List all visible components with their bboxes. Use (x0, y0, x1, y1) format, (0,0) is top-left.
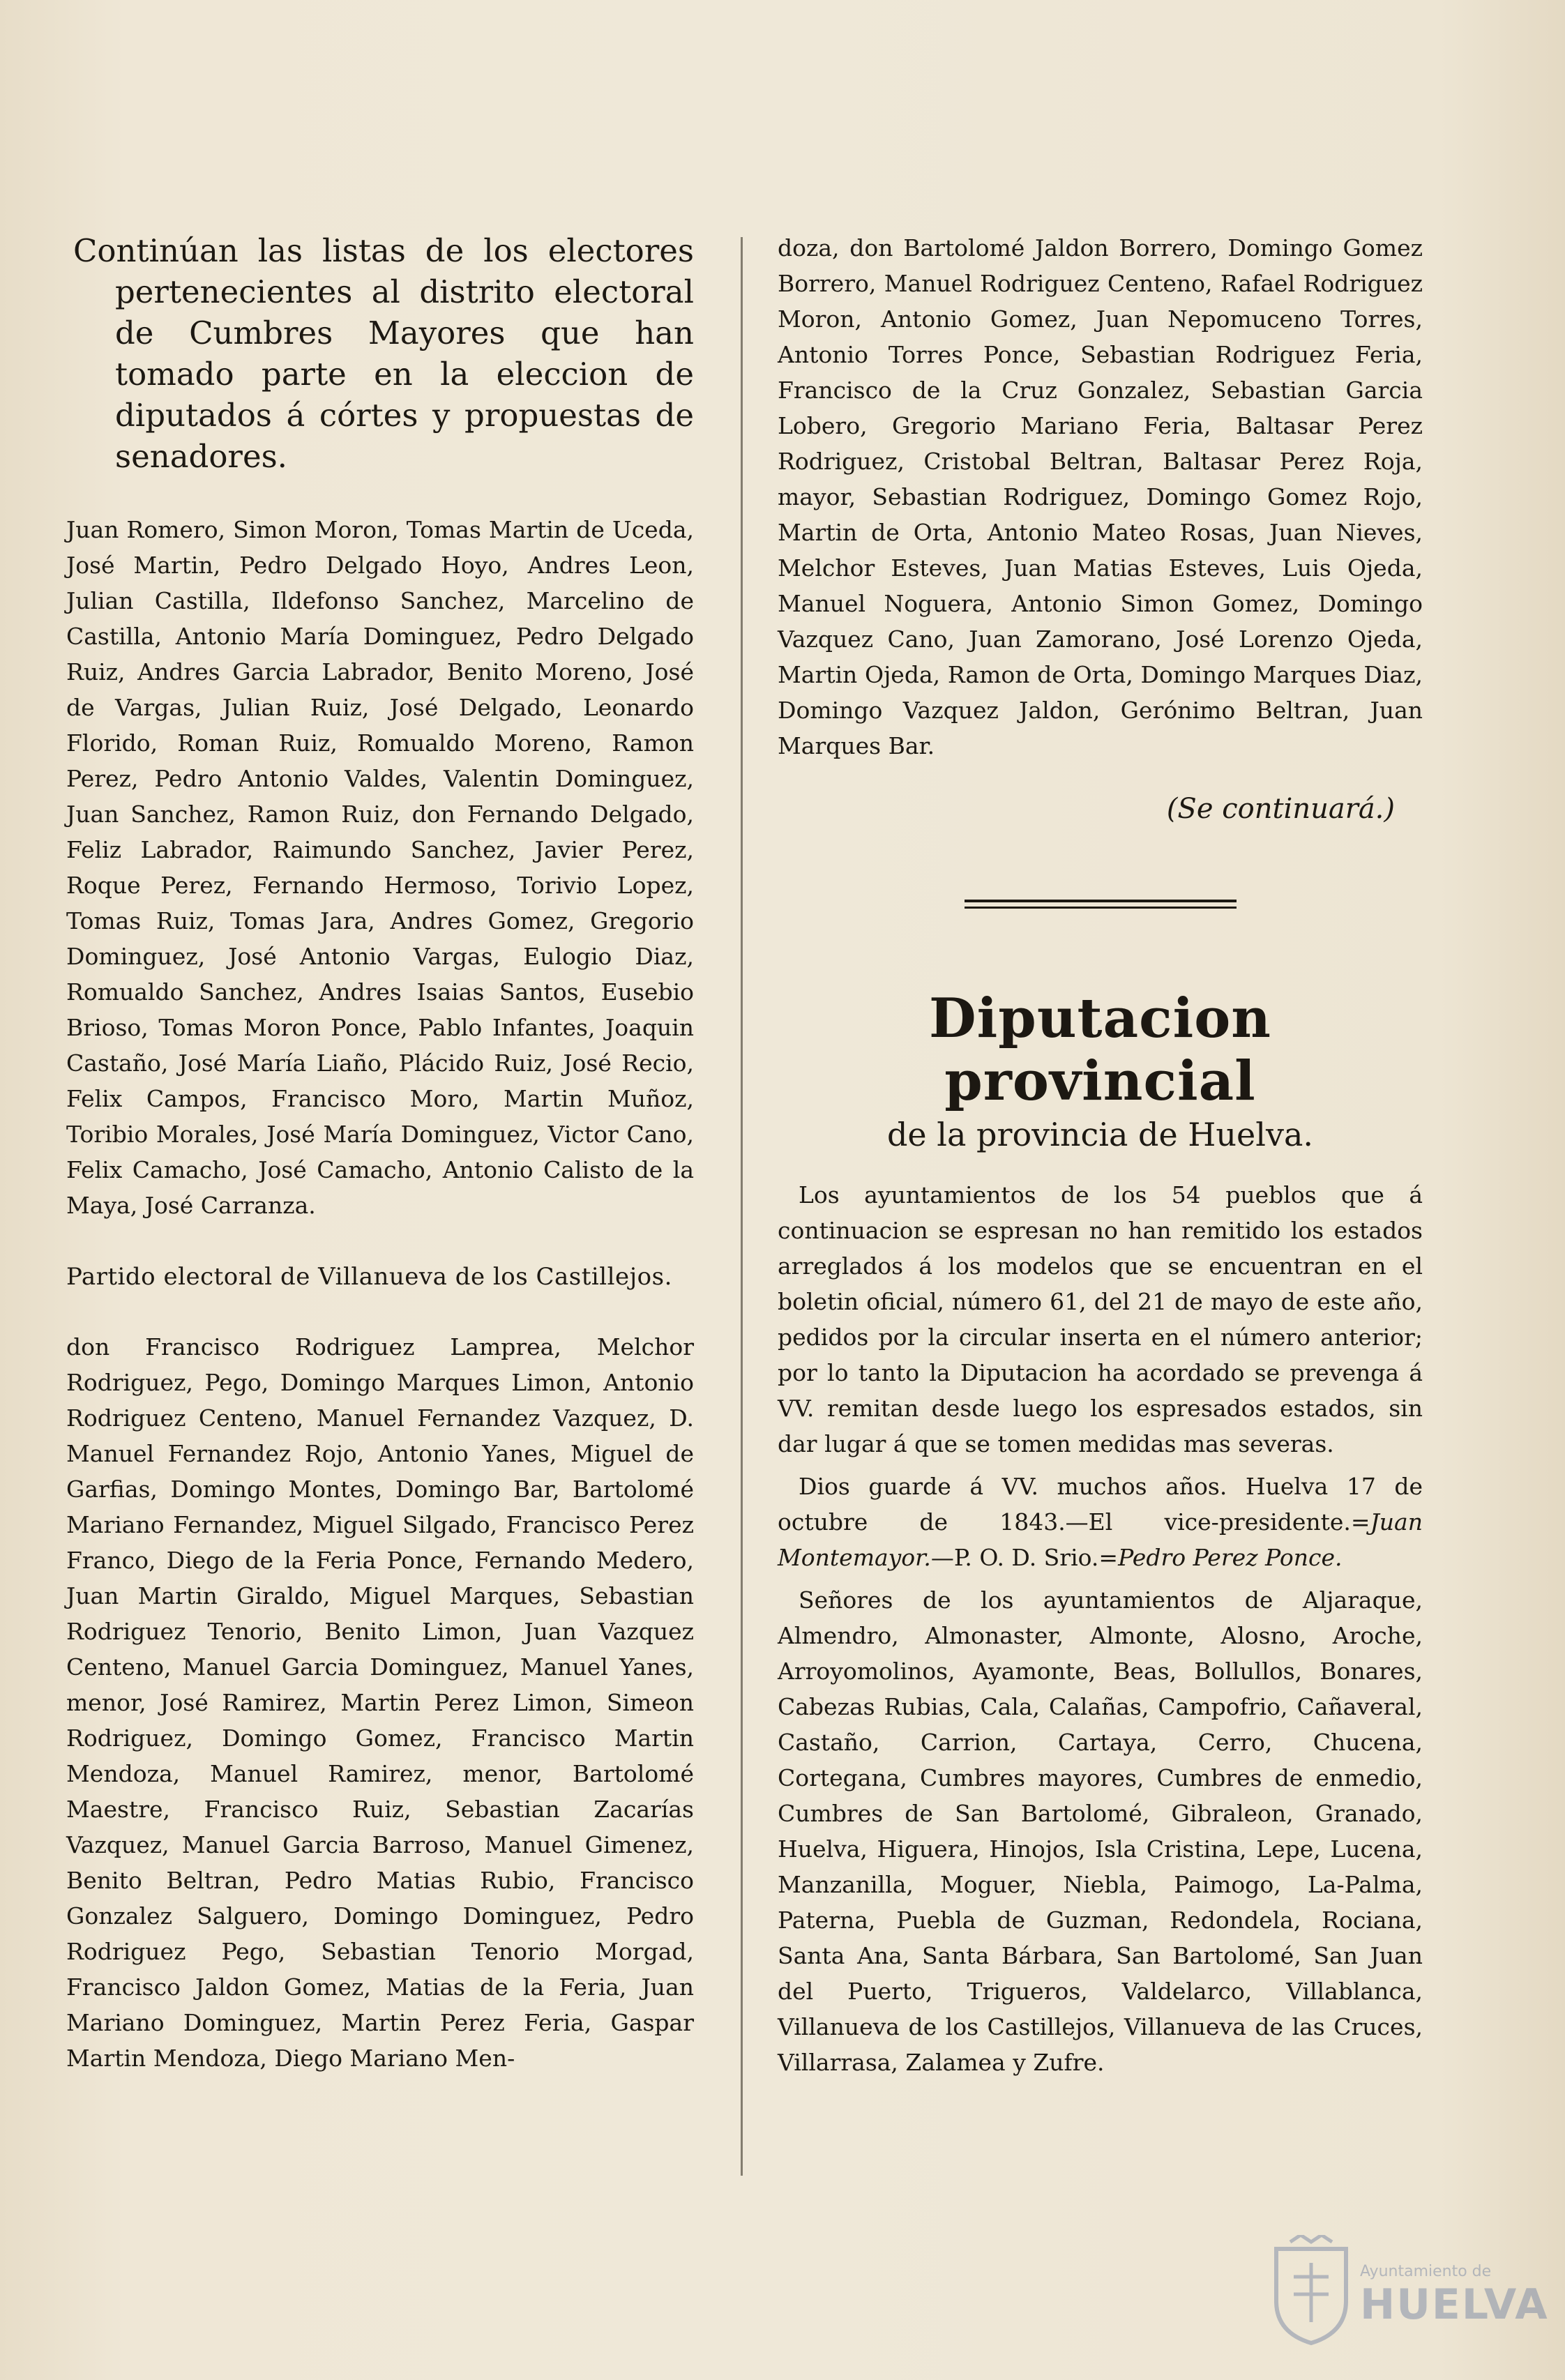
city-shield-icon (1269, 2235, 1353, 2347)
elector-list-continued: doza, don Bartolomé Jaldon Borrero, Domingo Gomez Borrero, Manuel Rodriguez Centeno, Rafael Rodriguez Moron, Antonio Gomez, Juan Nepomuceno Torres, Antonio Torres Ponce, Sebastian Rodriguez Feria, Francisco de la Cruz Gonzalez, Sebastian Garcia Lobero, Gregorio Mariano Feria, Baltasar Perez Rodriguez, Cristobal Beltran, Baltasar Perez Roja, mayor, Sebastian Rodriguez, Domingo Gomez Rojo, Martin de Orta, Antonio Mateo Rosas, Juan Nieves, Melchor Esteves, Juan Matias Esteves, Luis Ojeda, Manuel Noguera, Antonio Simon Gomez, Domingo Vazquez Cano, Juan Zamorano, José Lorenzo Ojeda, Martin Ojeda, Ramon de Orta, Domingo Marques Diaz, Domingo Vazquez Jaldon, Gerónimo Beltran, Juan Marques Bar. (778, 234, 1423, 759)
signer-vice-president: Juan Montemayor. (778, 1508, 1423, 1571)
municipalities-paragraph: Señores de los ayuntamientos de Aljaraque, Almendro, Almonaster, Almonte, Alosno, Aroche, Arroyomolinos, Ayamonte, Beas, Bollullos, Bonares, Cabezas Rubias, Cala, Calañas, Campofrio, Cañaveral, Castaño, Carrion, Cartaya, Cerro, Chucena, Cortegana, Cumbres mayores, Cumbres de enmedio, Cumbres de San Bartolomé, Gibraleon, Granado, Huelva, Higuera, Hinojos, Isla Cristina, Lepe, Lucena, Manzanilla, Moguer, Niebla, Paimogo, La-Palma, Paterna, Puebla de Guzman, Redondela, Rociana, Santa Ana, Santa Bárbara, San Bartolomé, San Juan del Puerto, Trigueros, Valdelarco, Villablanca, Villanueva de los Castillejos, Villanueva de las Cruces, Villarrasa, Zalamea y Zufre. (778, 1586, 1423, 2076)
watermark-city-name: HUELVA (1360, 2280, 1549, 2329)
right-column (778, 209, 1423, 2080)
left-column (66, 209, 694, 2076)
archive-watermark (1269, 2235, 1549, 2354)
elector-list-villanueva: don Francisco Rodriguez Lamprea, Melchor Rodriguez, Pego, Domingo Marques Limon, Antonio Rodriguez Centeno, Manuel Fernandez Vazquez, D. Manuel Fernandez Rojo, Antonio Yanes, Miguel de Garfias, Domingo Montes, Domingo Bar, Bartolomé Mariano Fernandez, Miguel Silgado, Francisco Perez Franco, Diego de la Feria Ponce, Fernando Medero, Juan Martin Giraldo, Miguel Marques, Sebastian Rodriguez Tenorio, Benito Limon, Juan Vazquez Centeno, Manuel Garcia Dominguez, Manuel Yanes, menor, José Ramirez, Martin Perez Limon, Simeon Rodriguez, Domingo Gomez, Francisco Martin Mendoza, Manuel Ramirez, menor, Bartolomé Maestre, Francisco Ruiz, Sebastian Zacarías Vazquez, Manuel Garcia Barroso, Manuel Gimenez, Benito Beltran, Pedro Matias Rubio, Francisco Gonzalez Salguero, Domingo Dominguez, Pedro Rodriguez Pego, Sebastian Tenorio Morgad, Francisco Jaldon Gomez, Matias de la Feria, Juan Mariano Dominguez, Martin Perez Feria, Gaspar Martin Mendoza, Diego Mariano Men- (66, 1333, 694, 2072)
signature-secretary-label: —P. O. D. Srio.= (930, 1544, 1119, 1571)
signer-secretary: Pedro Perez Ponce. (1118, 1544, 1343, 1571)
elector-list-cumbres: Juan Romero, Simon Moron, Tomas Martin de Uceda, José Martin, Pedro Delgado Hoyo, Andres Leon, Julian Castilla, Ildefonso Sanchez, Marcelino de Castilla, Antonio María Dominguez, Pedro Delgado Ruiz, Andres Garcia Labrador, Benito Moreno, José de Vargas, Julian Ruiz, José Delgado, Leonardo Florido, Roman Ruiz, Romualdo Moreno, Ramon Perez, Pedro Antonio Valdes, Valentin Dominguez, Juan Sanchez, Ramon Ruiz, don Fernando Delgado, Feliz Labrador, Raimundo Sanchez, Javier Perez, Roque Perez, Fernando Hermoso, Torivio Lopez, Tomas Ruiz, Tomas Jara, Andres Gomez, Gregorio Dominguez, José Antonio Vargas, Eulogio Diaz, Romualdo Sanchez, Andres Isaias Santos, Eusebio Brioso, Tomas Moron Ponce, Pablo Infantes, Joaquin Castaño, José María Liaño, Plácido Ruiz, José Recio, Felix Campos, Francisco Moro, Martin Muñoz, Toribio Morales, José María Dominguez, Victor Cano, Felix Camacho, José Camacho, Antonio Calisto de la Maya, José Carranza. (66, 516, 694, 1219)
watermark-small-text: Ayuntamiento de (1360, 2263, 1492, 2280)
to-be-continued: (Se continuará.) (1166, 793, 1395, 825)
notice-paragraph: Los ayuntamientos de los 54 pueblos que á continuacion se espresan no han remitido los estados arreglados á los modelos que se encuentran en el boletin oficial, número 61, del 21 de mayo de este año, pedidos por la circular inserta en el número anterior; por lo tanto la Diputacion ha acordado se prevenga á VV. remitan desde luego los espresados estados, sin dar lugar á que se tomen medidas mas severas. (778, 1181, 1423, 1457)
diputacion-title: Diputacion provincial (929, 987, 1271, 1113)
diputacion-subtitle: de la provincia de Huelva. (886, 1116, 1314, 1153)
column-divider (741, 237, 743, 2176)
signature-date: Dios guarde á VV. muchos años. Huelva 17 de octubre de 1843.—El vice-presidente.= (778, 1473, 1423, 1536)
section-rule (965, 898, 1237, 911)
section-heading-villanueva: Partido electoral de Villanueva de los Castillejos. (66, 1263, 672, 1291)
intro-heading: Continúan las listas de los electores pertenecientes al distrito electoral de Cumbres Mayores que han tomado parte en la eleccion de diputados á córtes y propuestas de senadores. (73, 232, 694, 475)
signature-paragraph (778, 1469, 1423, 1575)
